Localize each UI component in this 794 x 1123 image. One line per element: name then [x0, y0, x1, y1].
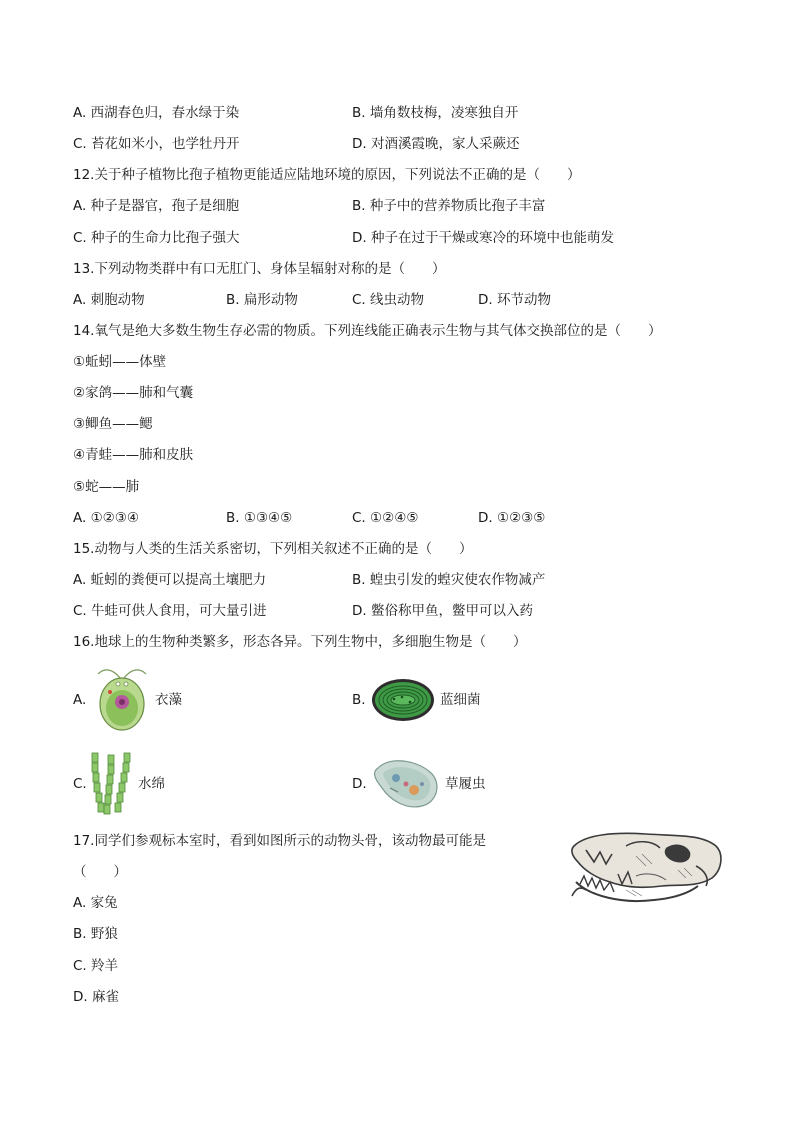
- q13-option-d[interactable]: D. 环节动物: [478, 292, 551, 308]
- q11-option-d[interactable]: D. 对酒溪霞晚，家人采蕨还: [352, 136, 520, 152]
- q11-option-a[interactable]: A. 西湖春色归，春水绿于染: [73, 105, 240, 121]
- q15-option-b[interactable]: B. 蝗虫引发的蝗灾使农作物减产: [352, 572, 546, 588]
- chlamydomonas-image: [92, 666, 152, 732]
- q11-option-c[interactable]: C. 苔花如米小，也学牡丹开: [73, 136, 240, 152]
- paramecium-image: [370, 754, 442, 810]
- q16-option-c-letter[interactable]: C.: [73, 776, 87, 792]
- q16-option-a-letter[interactable]: A.: [73, 692, 87, 708]
- q12-option-c[interactable]: C. 种子的生命力比孢子强大: [73, 230, 240, 246]
- q13-option-c[interactable]: C. 线虫动物: [352, 292, 425, 308]
- q12-option-d[interactable]: D. 种子在过于干燥或寒冷的环境中也能萌发: [352, 230, 614, 246]
- q11-option-b[interactable]: B. 墙角数枝梅，凌寒独自开: [352, 105, 519, 121]
- q17-option-a[interactable]: A. 家兔: [73, 895, 118, 911]
- q16-option-b-letter[interactable]: B.: [352, 692, 366, 708]
- q14-option-a[interactable]: A. ①②③④: [73, 510, 139, 526]
- q14-item-4: ④青蛙——肺和皮肤: [73, 447, 194, 463]
- q13-stem: 13.下列动物类群中有口无肛门、身体呈辐射对称的是（ ）: [73, 261, 446, 277]
- q14-item-5: ⑤蛇——肺: [73, 479, 140, 495]
- q12-stem: 12.关于种子植物比孢子植物更能适应陆地环境的原因，下列说法不正确的是（ ）: [73, 167, 581, 183]
- q15-option-a[interactable]: A. 蚯蚓的粪便可以提高土壤肥力: [73, 572, 267, 588]
- q16-option-d-name: 草履虫: [445, 776, 486, 792]
- q13-option-a[interactable]: A. 刺胞动物: [73, 292, 145, 308]
- q12-option-a[interactable]: A. 种子是器官，孢子是细胞: [73, 198, 240, 214]
- q15-option-c[interactable]: C. 牛蛙可供人食用，可大量引进: [73, 603, 267, 619]
- cyanobacteria-image: [370, 677, 436, 723]
- q13-option-b[interactable]: B. 扁形动物: [226, 292, 298, 308]
- q17-blank: （ ）: [73, 864, 127, 880]
- q14-option-c[interactable]: C. ①②④⑤: [352, 510, 419, 526]
- animal-skull-image: [566, 826, 726, 912]
- q14-item-1: ①蚯蚓——体壁: [73, 354, 167, 370]
- q16-option-a-name: 衣藻: [155, 692, 182, 708]
- q16-option-c-name: 水绵: [138, 776, 165, 792]
- q14-item-2: ②家鸽——肺和气囊: [73, 385, 194, 401]
- q14-item-3: ③鲫鱼——鳃: [73, 416, 153, 432]
- q16-option-b-name: 蓝细菌: [440, 692, 481, 708]
- q14-option-d[interactable]: D. ①②③⑤: [478, 510, 546, 526]
- spirogyra-image: [88, 751, 138, 817]
- q15-stem: 15.动物与人类的生活关系密切，下列相关叙述不正确的是（ ）: [73, 541, 473, 557]
- q14-option-b[interactable]: B. ①③④⑤: [226, 510, 293, 526]
- q16-stem: 16.地球上的生物种类繁多，形态各异。下列生物中，多细胞生物是（ ）: [73, 634, 527, 650]
- q16-option-d-letter[interactable]: D.: [352, 776, 367, 792]
- q14-stem: 14.氧气是绝大多数生物生存必需的物质。下列连线能正确表示生物与其气体交换部位的是（ ）: [73, 323, 662, 339]
- q15-option-d[interactable]: D. 鳖俗称甲鱼，鳖甲可以入药: [352, 603, 533, 619]
- q17-option-c[interactable]: C. 羚羊: [73, 958, 119, 974]
- q17-option-b[interactable]: B. 野狼: [73, 926, 118, 942]
- q17-stem: 17.同学们参观标本室时，看到如图所示的动物头骨，该动物最可能是: [73, 833, 486, 849]
- q12-option-b[interactable]: B. 种子中的营养物质比孢子丰富: [352, 198, 546, 214]
- q17-option-d[interactable]: D. 麻雀: [73, 989, 119, 1005]
